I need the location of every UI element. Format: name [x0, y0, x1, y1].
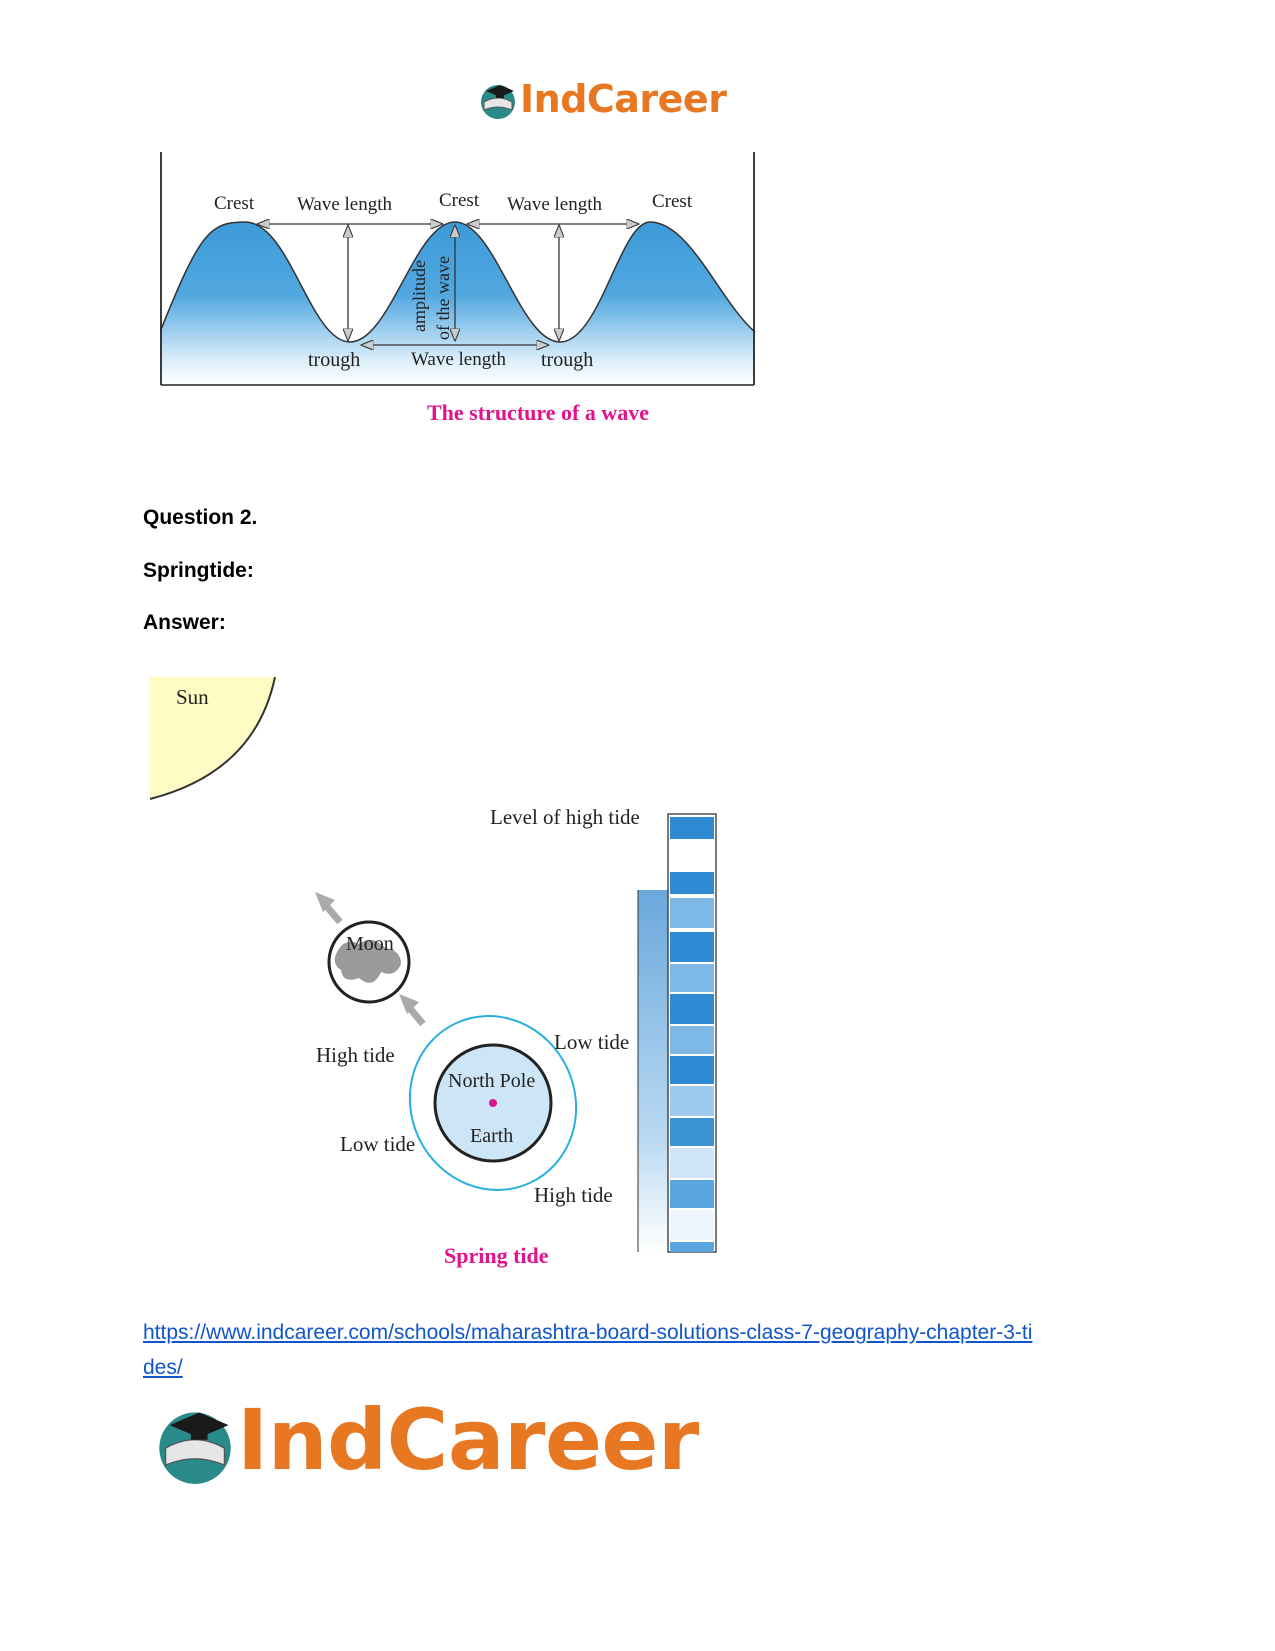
header-logo-text: IndCareer [520, 77, 727, 121]
question-number: Question 2. [143, 506, 258, 529]
graduate-book-icon [478, 80, 518, 120]
high-tide-label-left: High tide [316, 1043, 395, 1067]
sun-label: Sun [176, 685, 209, 709]
high-tide-label-bottom: High tide [534, 1183, 613, 1207]
north-pole-label: North Pole [448, 1070, 536, 1092]
tide-gauge-water [638, 890, 668, 1252]
level-high-tide-label: Level of high tide [490, 805, 640, 829]
crest-label-3: Crest [652, 191, 693, 212]
wavelength-label-top-left: Wave length [297, 194, 393, 215]
wavelength-label-top-right: Wave length [507, 194, 603, 215]
source-link[interactable] [143, 1315, 1103, 1385]
crest-label-1: Crest [214, 193, 255, 214]
graduate-book-icon [153, 1402, 237, 1486]
low-tide-label-left: Low tide [340, 1132, 416, 1156]
question-topic: Springtide: [143, 559, 254, 582]
tide-figure-caption: Spring tide [444, 1243, 549, 1268]
wavelength-label-bottom: Wave length [411, 349, 507, 370]
sun-shape [150, 677, 275, 799]
source-link-line1[interactable]: https://www.indcareer.com/schools/maharashtra-board-solutions-class-7-geography-chapter-3-ti [143, 1321, 1033, 1344]
footer-logo-text: IndCareer [237, 1391, 699, 1489]
wave-figure-caption: The structure of a wave [427, 400, 649, 425]
source-link-line2[interactable]: des/ [143, 1356, 183, 1379]
spring-tide-diagram [145, 672, 765, 1302]
moon-label: Moon [346, 933, 394, 955]
answer-label: Answer: [143, 611, 226, 634]
trough-label-left: trough [308, 349, 361, 371]
north-pole-dot [489, 1099, 497, 1107]
earth-label: Earth [470, 1125, 514, 1147]
trough-label-right: trough [541, 349, 594, 371]
tide-gauge-markings [670, 817, 714, 1252]
amplitude-label-line1: amplitude [409, 260, 429, 332]
amplitude-label-line2: of the wave [433, 256, 453, 340]
low-tide-label-right: Low tide [554, 1030, 630, 1054]
wave-structure-diagram [160, 152, 760, 392]
crest-label-2: Crest [439, 190, 480, 211]
